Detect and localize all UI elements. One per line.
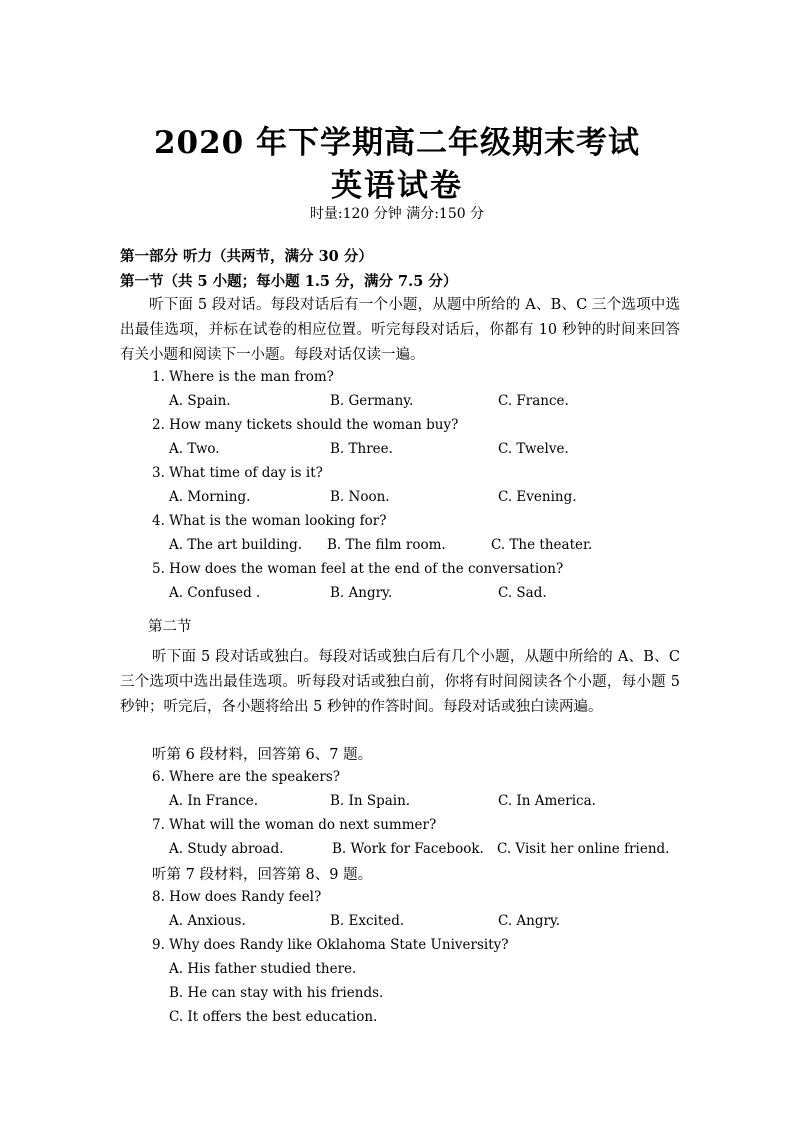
q1-option-c: C. France. <box>498 393 569 409</box>
q9-option-b: B. He can stay with his friends. <box>169 985 384 1001</box>
section1-instructions: 听下面 5 段对话。每段对话后有一个小题，从题中所给的 A、B、C 三个选项中选出最佳选项，并标在试卷的相应位置。听完每段对话后，你都有 10 秒钟的时间来回答有关小题和阅读下一小题。每段对话仅读一遍。 <box>120 297 680 363</box>
q9-option-c: C. It offers the best education. <box>169 1009 378 1025</box>
q3-option-c: C. Evening. <box>498 489 577 505</box>
exam-meta: 时量:120 分钟 满分:150 分 <box>309 206 485 222</box>
question-1: 1. Where is the man from? <box>152 369 334 385</box>
q7-option-b: B. Work for Facebook. <box>332 841 484 857</box>
q6-option-c: C. In America. <box>498 793 596 809</box>
question-4: 4. What is the woman looking for? <box>152 513 387 529</box>
question-3: 3. What time of day is it? <box>152 465 323 481</box>
q4-option-b: B. The film room. <box>327 537 446 553</box>
q1-option-a: A. Spain. <box>169 393 231 409</box>
exam-title: 2020 年下学期高二年级期末考试 <box>153 125 641 161</box>
q8-option-a: A. Anxious. <box>169 913 246 929</box>
q4-option-c: C. The theater. <box>491 537 593 553</box>
q7-option-a: A. Study abroad. <box>169 841 284 857</box>
q5-option-b: B. Angry. <box>330 585 393 601</box>
material-7-note: 听第 7 段材料，回答第 8、9 题。 <box>152 867 373 883</box>
question-8: 8. How does Randy feel? <box>152 889 322 905</box>
q8-option-b: B. Excited. <box>330 913 405 929</box>
question-6: 6. Where are the speakers? <box>152 769 341 785</box>
material-6-note: 听第 6 段材料，回答第 6、7 题。 <box>152 747 373 763</box>
q3-option-a: A. Morning. <box>169 489 251 505</box>
question-2: 2. How many tickets should the woman buy? <box>152 417 459 433</box>
question-9: 9. Why does Randy like Oklahoma State University? <box>152 937 509 953</box>
q5-option-a: A. Confused . <box>169 585 261 601</box>
q7-option-c: C. Visit her online friend. <box>497 841 670 857</box>
exam-subtitle: 英语试卷 <box>331 168 463 204</box>
section1-heading: 第一节（共 5 小题；每小题 1.5 分，满分 7.5 分） <box>120 273 458 290</box>
section2-heading: 第二节 <box>148 619 192 635</box>
q2-option-b: B. Three. <box>330 441 393 457</box>
q2-option-c: C. Twelve. <box>498 441 569 457</box>
section2-instructions: 听下面 5 段对话或独白。每段对话或独白后有几个小题，从题中所给的 A、B、C 三个选项中选出最佳选项。听每段对话或独白前，你将有时间阅读各个小题，每小题 5 秒钟；听完后，各小题将给出 5 秒钟的作答时间。每段对话或独白读两遍。 <box>120 649 680 715</box>
question-5: 5. How does the woman feel at the end of the conversation? <box>152 561 564 577</box>
q5-option-c: C. Sad. <box>498 585 547 601</box>
q1-option-b: B. Germany. <box>330 393 414 409</box>
q6-option-a: A. In France. <box>169 793 259 809</box>
q2-option-a: A. Two. <box>169 441 220 457</box>
q6-option-b: B. In Spain. <box>330 793 411 809</box>
q4-option-a: A. The art building. <box>169 537 303 553</box>
part1-heading: 第一部分 听力（共两节，满分 30 分） <box>120 248 373 265</box>
question-7: 7. What will the woman do next summer? <box>152 817 437 833</box>
q9-option-a: A. His father studied there. <box>169 961 357 977</box>
q3-option-b: B. Noon. <box>330 489 390 505</box>
q8-option-c: C. Angry. <box>498 913 561 929</box>
